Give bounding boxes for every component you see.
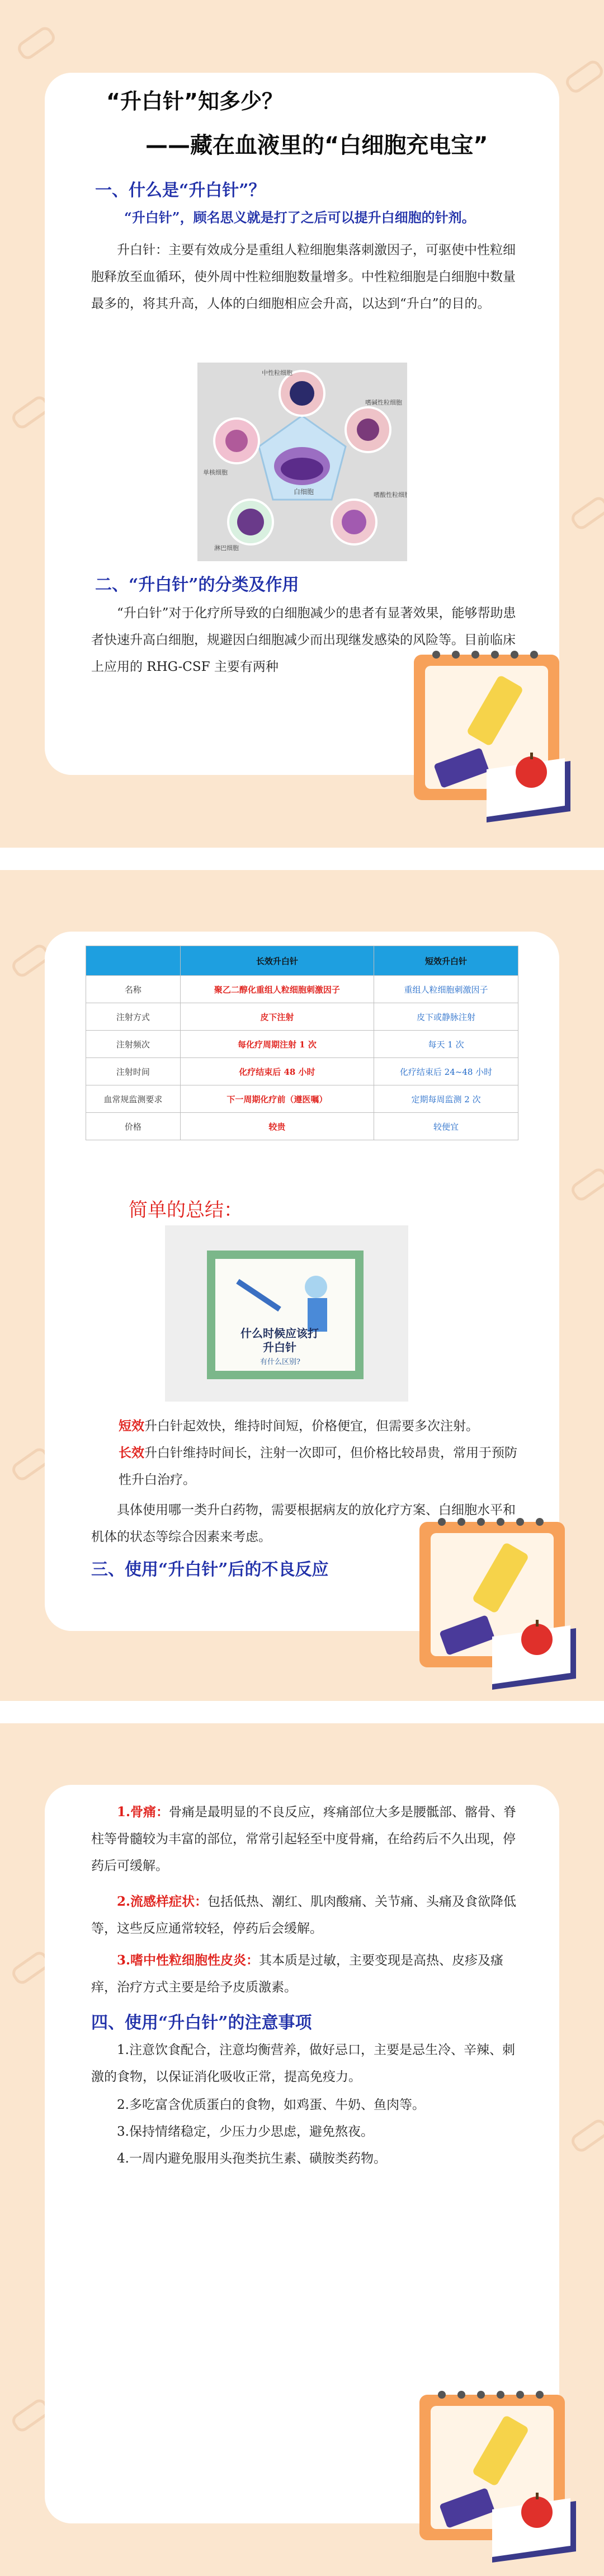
row-label: 注射频次 xyxy=(86,1031,181,1058)
side-effect-text: 骨痛是最明显的不良反应，疼痛部位大多是腰骶部、髂骨、脊柱等骨髓较为丰富的部位，常常引起轻至中度骨痛，在给药后不久出现，停药后可缓解。 xyxy=(91,1805,517,1873)
video-thumbnail[interactable] xyxy=(165,1225,408,1402)
heading-precautions: 四、使用“升白针”的注意事项 xyxy=(91,2013,312,2033)
notebook-illustration xyxy=(408,1511,587,1695)
heading-side-effects: 三、使用“升白针”后的不良反应 xyxy=(91,1560,329,1580)
side-effect-text: 包括低热、潮红、肌肉酸痛、关节痛、头痛及食欲降低等，这些反应通常较轻，停药后会缓解。 xyxy=(91,1895,517,1936)
paragraph-definition: 升白针：主要有效成分是重组人粒细胞集落刺激因子，可驱使中性粒细胞释放至血循环，使外周中性粒细胞数量增多。中性粒细胞是白细胞中数量最多的，将其升高，人体的白细胞相应会升高，以达到“升白”的目的。 xyxy=(91,243,516,311)
table-cell: 每天 1 次 xyxy=(374,1031,518,1058)
paperclip-icon xyxy=(563,58,604,96)
heading-classification: 二、“升白针”的分类及作用 xyxy=(95,575,299,595)
table-cell: 化疗结束后 48 小时 xyxy=(180,1058,374,1085)
diagram-cell-label: 单核细胞 xyxy=(203,469,228,476)
video-title-line: 什么时候应该打 xyxy=(240,1327,319,1340)
paragraph-classification: “升白针”对于化疗所导致的白细胞减少的患者有显著效果，能够帮助患者快速升高白细胞，规避因白细胞减少而出现继发感染的风险等。目前临床上应用的 RHG-CSF 主要有两种 xyxy=(91,606,516,674)
table-row xyxy=(86,1085,518,1113)
section-separator xyxy=(0,1701,604,1723)
row-label: 价格 xyxy=(86,1113,181,1140)
table-cell: 每化疗周期注射 1 次 xyxy=(180,1031,374,1058)
video-title-line: 升白针 xyxy=(263,1341,296,1354)
paperclip-icon xyxy=(569,2117,604,2155)
table-header xyxy=(86,946,181,976)
side-effect-label: 1.骨痛： xyxy=(117,1804,169,1820)
precaution-item: 3.保持情绪稳定，少压力少思虑，避免熬夜。 xyxy=(117,2124,374,2139)
table-header: 长效升白针 xyxy=(180,946,374,976)
long-acting-label: 长效 xyxy=(119,1445,144,1460)
notebook-illustration xyxy=(403,643,582,828)
comparison-table xyxy=(86,946,518,1140)
diagram-cell-label: 嗜酸性粒细胞 xyxy=(374,491,407,499)
short-acting-summary xyxy=(119,1413,532,1440)
table-cell: 聚乙二醇化重组人粒细胞刺激因子 xyxy=(180,976,374,1003)
page-title: “升白针”知多少？ xyxy=(106,89,283,114)
section-separator xyxy=(0,848,604,870)
diagram-cell-label: 淋巴细胞 xyxy=(214,544,239,552)
diagram-center-label: 白细胞 xyxy=(294,488,314,496)
table-cell: 化疗结束后 24~48 小时 xyxy=(374,1058,518,1085)
table-cell: 下一周期化疗前（遵医嘱） xyxy=(180,1085,374,1113)
short-acting-label: 短效 xyxy=(119,1418,144,1433)
heading-what-is: 一、什么是“升白针”？ xyxy=(95,181,266,200)
table-row xyxy=(86,1058,518,1085)
video-title-line: 有什么区别? xyxy=(260,1358,300,1366)
precaution-item: 2.多吃富含优质蛋白的食物，如鸡蛋、牛奶、鱼肉等。 xyxy=(117,2098,425,2112)
table-row xyxy=(86,1003,518,1031)
table-cell: 皮下注射 xyxy=(180,1003,374,1031)
page-subtitle: ——藏在血液里的“白细胞充电宝” xyxy=(145,133,488,158)
precaution-item: 4.一周内避免服用头孢类抗生素、磺胺类药物。 xyxy=(117,2151,386,2166)
precaution-item: 1.注意饮食配合，注意均衡营养，做好忌口，主要是忌生冷、辛辣、刺激的食物，以保证消化吸收正常，提高免疫力。 xyxy=(91,2043,515,2084)
notebook-illustration xyxy=(408,2384,587,2568)
side-effect-label: 3.嗜中性粒细胞性皮炎： xyxy=(117,1953,259,1968)
row-label: 血常规监测要求 xyxy=(86,1085,181,1113)
paperclip-icon xyxy=(15,24,58,62)
diagram-cell-label: 中性粒细胞 xyxy=(262,369,292,377)
table-row xyxy=(86,1031,518,1058)
paperclip-icon xyxy=(569,494,604,532)
row-label: 名称 xyxy=(86,976,181,1003)
table-cell: 定期每周监测 2 次 xyxy=(374,1085,518,1113)
row-label: 注射时间 xyxy=(86,1058,181,1085)
side-effect-flu xyxy=(91,1888,516,1942)
paragraph-choice: 具体使用哪一类升白药物，需要根据病友的放化疗方案、白细胞水平和机体的状态等综合因素来考虑。 xyxy=(91,1503,516,1544)
table-cell: 皮下或静脉注射 xyxy=(374,1003,518,1031)
table-row xyxy=(86,976,518,1003)
table-cell: 重组人粒细胞刺激因子 xyxy=(374,976,518,1003)
table-cell: 较贵 xyxy=(180,1113,374,1140)
short-acting-text: 升白针起效快，维持时间短，价格便宜，但需要多次注射。 xyxy=(144,1419,479,1433)
summary-title: 简单的总结： xyxy=(129,1199,243,1221)
long-acting-text: 升白针维持时间长，注射一次即可，但价格比较昂贵，常用于预防性升白治疗。 xyxy=(119,1446,517,1487)
table-header: 短效升白针 xyxy=(374,946,518,976)
white-blood-cell-diagram xyxy=(197,363,407,561)
lead-text: “升白针”，顾名思义就是打了之后可以提升白细胞的针剂。 xyxy=(124,209,475,225)
side-effect-bone-pain xyxy=(91,1799,516,1879)
row-label: 注射方式 xyxy=(86,1003,181,1031)
table-cell: 较便宜 xyxy=(374,1113,518,1140)
side-effect-label: 2.流感样症状： xyxy=(117,1894,208,1909)
diagram-cell-label: 嗜碱性粒细胞 xyxy=(365,399,402,406)
side-effect-text: 其本质是过敏，主要变现是高热、皮疹及瘙痒，治疗方式主要是给予皮质激素。 xyxy=(91,1953,504,1995)
side-effect-dermatitis xyxy=(91,1947,516,2001)
long-acting-summary xyxy=(119,1440,527,1493)
table-row xyxy=(86,1113,518,1140)
paperclip-icon xyxy=(569,1165,604,1204)
